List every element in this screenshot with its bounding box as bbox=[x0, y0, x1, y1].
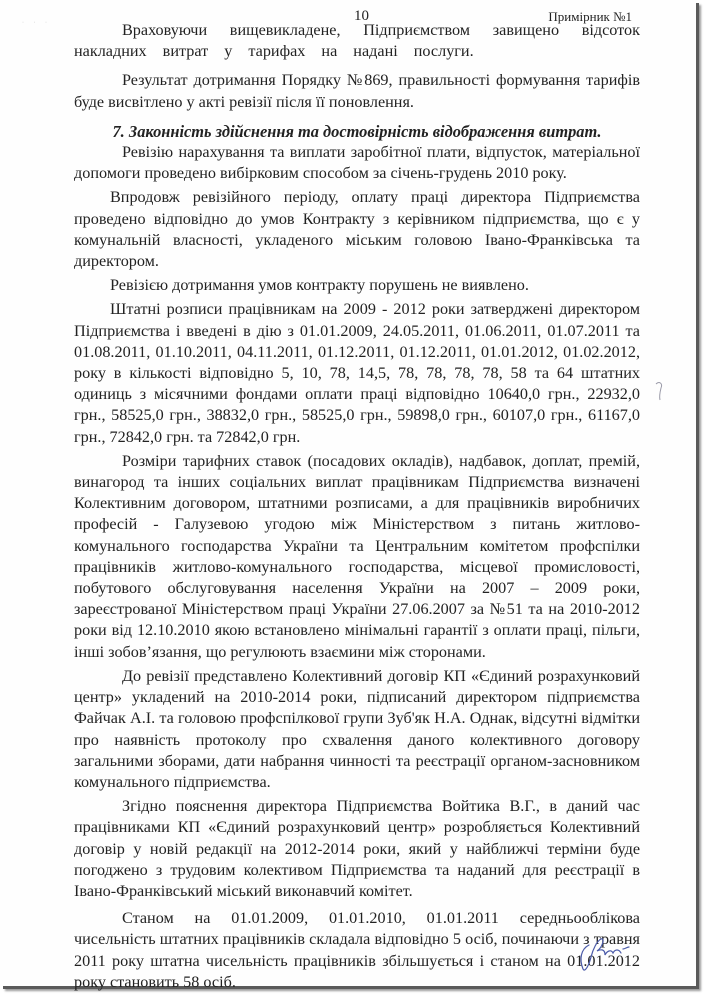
body-paragraph: Станом на 01.01.2009, 01.01.2010, 01.01.2011 середньооблікова чисельність штатних працівників складала відповідно 5 осіб, починаючи з травня 2011 року штатна чисельність працівників збільшується і станом на 01.01.2012 року становить 58 осіб. bbox=[74, 909, 640, 991]
page-number: 10 bbox=[354, 8, 369, 24]
section-title: 7. Законність здійснення та достовірність відображення витрат. bbox=[112, 121, 602, 141]
body-paragraph: Згідно пояснення директора Підприємства Войтика В.Г., в даний час працівниками КП «Єдиний розрахунковий центр» розробляється Колективний договір у новій редакції на 2012-2014 роки, який у найближчі терміни буде погоджено з трудовим колективом Підприємства та наданий для реєстрації в Івано-Франківський міський виконавчий комітет. bbox=[74, 797, 640, 900]
scan-specks: · · · bbox=[22, 20, 51, 26]
intro-paragraph: Враховуючи вищевикладене, Підприємством завищено відсоток накладних витрат у тарифах на надані послуги. bbox=[74, 21, 640, 61]
body-paragraph: До ревізії представлено Колективний договір КП «Єдиний розрахунковий центр» укладений на 2010-2014 роки, підписаний директором підприємства Файчак А.І. та головою профспілкової групи Зуб'як Н.А. Однак, відсутні відмітки про наявність протоколу про схвалення даного колективного договору загальними зборами, дати набрання чинності та реєстрації органом-засновником комунального підприємства. bbox=[74, 666, 640, 791]
body-paragraph: Розміри тарифних ставок (посадових окладів), надбавок, доплат, премій, винагород та інших соціальних виплат працівникам Підприємства визначені Колективним договором, штатними розписами, а для працівників виробничих професій - Галузевою угодою між Міністерством з питань житлово-комунального господарства України та Центральним комітетом профспілки працівників житлово-комунального господарства, місцевої промисловості, побутового обслуговування населення України на 2007 – 2009 роки, зареєстрованої Міністерством праці України 27.06.2007 за №51 та на 2010-2012 роки від 12.10.2010 якою встановлено мінімальні гарантії з оплати праці, пільги, інші зобов’язання, що регулюють взаємини між сторонами. bbox=[74, 451, 640, 661]
body-paragraph: Ревізію нарахування та виплати заробітної плати, відпусток, матеріальної допомоги проведено вибірковим способом за січень-грудень 2010 року. bbox=[74, 143, 640, 183]
copy-label: Примірник №1 bbox=[548, 9, 632, 24]
body-paragraph: Штатні розписи працівникам на 2009 - 2012 роки затверджені директором Підприємства і введені в дію з 01.01.2009, 24.05.2011, 01.06.2011, 01.07.2011 та 01.08.2011, 01.10.2011, 04.11.2011, 01.12.2011, 01.12.2011, 01.01.2012, 01.02.2012, року в кількості відповідно 5, 10, 78, 14,5, 78, 78, 78, 78, 58 та 64 штатних одиниць з місячними фондами оплати праці відповідно 10640,0 грн., 22932,0 грн., 58525,0 грн., 38832,0 грн., 58525,0 грн., 59898,0 грн., 60107,0 грн., 61167,0 грн., 72842,0 грн. та 72842,0 грн. bbox=[74, 300, 640, 446]
body-paragraph: Ревізією дотримання умов контракту порушень не виявлено. bbox=[110, 276, 529, 295]
intro-paragraph: Результат дотримання Порядку №869, правильності формування тарифів буде висвітлено у акті ревізії після її поновлення. bbox=[74, 71, 640, 111]
signature-icon bbox=[575, 935, 635, 975]
body-paragraph: Впродовж ревізійного періоду, оплату праці директора Підприємства проведено відповідно до умов Контракту з керівником підприємства, що є у комунальній власності, укладеного міським головою Івано-Франківська та директором. bbox=[74, 188, 640, 271]
margin-mark-icon bbox=[653, 380, 665, 402]
intro-block bbox=[74, 20, 640, 993]
